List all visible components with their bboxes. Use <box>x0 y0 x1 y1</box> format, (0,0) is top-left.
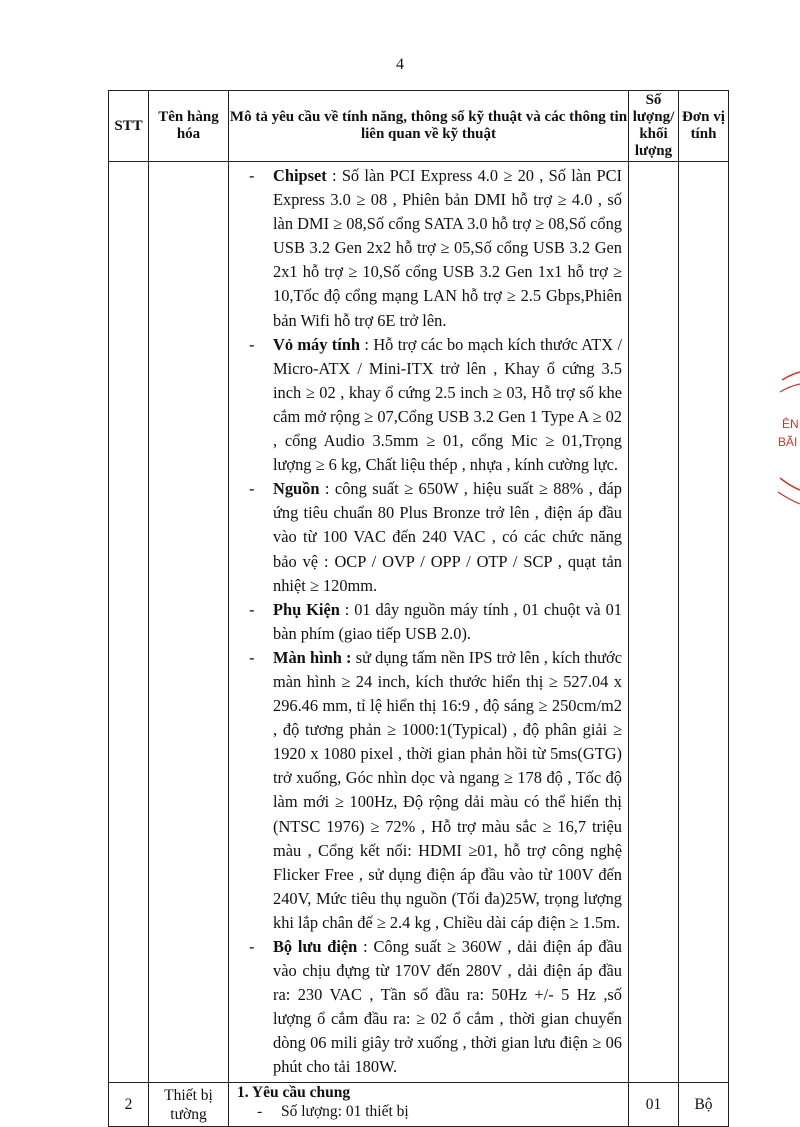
svg-text:ÊN: ÊN <box>782 417 799 431</box>
spec-item-monitor: - Màn hình : sử dụng tấm nền IPS trở lên , kích thước màn hình ≥ 24 inch, kích thước hiển thị ≥ 527.04 x 296.46 mm, tỉ lệ hiển thị 16:9 , độ sáng ≥ 250cm/m2 , độ tương phản ≥ 1000:1(Typical) , độ phân giải ≥ 1920 x 1080 pixel , thời gian phản hồi từ 5ms(GTG) trở xuống, Góc nhìn dọc và ngang ≥ 178 độ , Tốc độ làm mới ≥ 100Hz, Độ rộng dải màu có thể hiển thị (NTSC 1976) ≥ 72% , Hỗ trợ màu sắc ≥ 16,7 triệu màu , Cổng kết nối: HDMI ≥01, hỗ trợ công nghệ Flicker Free , sử dụng điện áp đầu vào từ 100V đến 240V, Mức tiêu thụ nguồn (Tối đa)25W, trọng lượng khi lắp chân đế ≥ 2.4 kg , Chiều dài cáp điện ≥ 1.5m. <box>249 647 622 932</box>
spec-item-accessories: - Phụ Kiện : 01 dây nguồn máy tính , 01 chuột và 01 bàn phím (giao tiếp USB 2.0). <box>249 599 622 643</box>
stt-cell <box>109 162 149 1083</box>
spec-item-chipset: - Chipset : Số làn PCI Express 4.0 ≥ 20 , Số làn PCI Express 3.0 ≥ 08 , Phiên bản DMI hỗ trợ ≥ 4.0 , số làn DMI ≥ 08,Số cổng SATA 3.0 hỗ trợ ≥ 08,Số cổng USB 3.2 Gen 2x2 hỗ trợ ≥ 05,Số cổng USB 3.2 Gen 2x1 hỗ trợ ≥ 10,Số cổng USB 3.2 Gen 1x1 hỗ trợ ≥ 10,Tốc độ cổng mạng LAN hỗ trợ ≥ 2.5 Gbps,Phiên bản Wifi hỗ trợ 6E trở lên. <box>249 166 622 330</box>
table-row <box>109 162 729 1083</box>
requirement-item: - Số lượng: 01 thiết bị <box>257 1102 409 1120</box>
row2-desc <box>229 1082 629 1126</box>
qty-cell <box>629 162 679 1083</box>
row2-qty: 01 <box>629 1082 679 1126</box>
table-header-row <box>109 91 729 162</box>
header-unit: Đơn vị tính <box>679 91 729 162</box>
header-stt: STT <box>109 91 149 162</box>
spec-item-case: - Vỏ máy tính : Hỗ trợ các bo mạch kích thước ATX / Micro-ATX / Mini-ITX trở lên , Khay ổ cứng 3.5 inch ≥ 02 , khay ổ cứng 2.5 inch ≥ 03, Hỗ trợ số khe cắm mở rộng ≥ 07,Cổng USB 3.2 Gen 1 Type A ≥ 02 , cổng Audio 3.5mm ≥ 01, cổng Mic ≥ 01,Trọng lượng ≥ 6 kg, Chất liệu thép , nhựa , kính cường lực. <box>249 334 623 475</box>
header-name: Tên hàng hóa <box>149 91 229 162</box>
unit-cell <box>679 162 729 1083</box>
spec-item-ups: - Bộ lưu điện : Công suất ≥ 360W , dải điện áp đầu vào chịu đựng từ 170V đến 280V , dải điện áp đầu ra: 230 VAC , Tần số đầu ra: 50Hz +/- 5 Hz ,số lượng ổ cắm đầu ra: ≥ 02 ổ cắm , thời gian chuyển dòng 06 mili giây trở xuống , thời gian lưu điện ≥ 06 phút cho tải 180W. <box>249 937 622 1077</box>
spec-table <box>108 90 729 1127</box>
svg-text:BÃI: BÃI <box>778 435 798 449</box>
requirement-title: 1. Yêu cầu chung <box>237 1083 351 1101</box>
row2-unit: Bộ <box>679 1082 729 1126</box>
spec-list <box>229 164 622 1080</box>
name-cell <box>149 162 229 1083</box>
header-qty: Số lượng/ khối lượng <box>629 91 679 162</box>
desc-cell <box>229 162 629 1083</box>
table-row <box>109 1082 729 1126</box>
row2-stt: 2 <box>109 1082 149 1126</box>
header-desc: Mô tả yêu cầu về tính năng, thông số kỹ thuật và các thông tin liên quan về kỹ thuật <box>229 91 629 162</box>
spec-item-psu: - Nguồn : công suất ≥ 650W , hiệu suất ≥ 88% , đáp ứng tiêu chuẩn 80 Plus Bronze trở lên , điện áp đầu vào từ 100 VAC đến 240 VAC , có các chức năng bảo vệ : OCP / OVP / OPP / OTP / SCP , quạt tản nhiệt ≥ 120mm. <box>249 479 622 595</box>
page-number: 4 <box>396 56 404 73</box>
stamp-fragment-graphic <box>776 370 800 510</box>
row2-name: Thiết bị tường <box>149 1082 229 1126</box>
